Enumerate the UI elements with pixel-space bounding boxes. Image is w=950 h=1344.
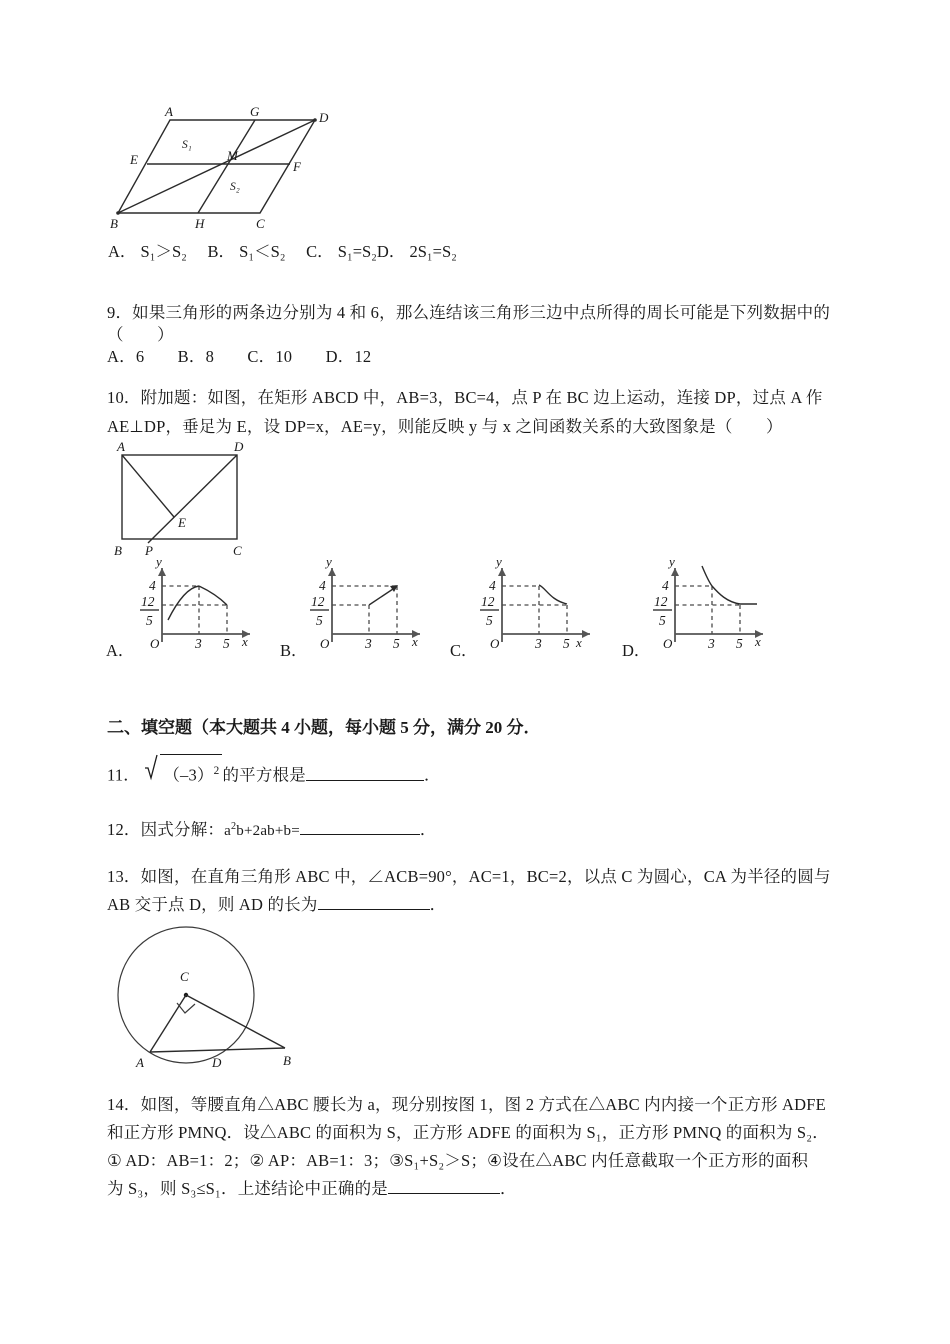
q10-c-xtick-5: 5 (563, 636, 570, 651)
q10-a-xtick-3: 3 (195, 636, 202, 651)
q12-expr-rest: b+2ab+b= (236, 823, 300, 839)
q12-text (107, 812, 847, 846)
q10-d-ytick-den: 5 (659, 613, 666, 628)
q12-period: ． (419, 820, 437, 839)
q10-c-xaxis-label: x (576, 635, 582, 650)
q10-choice-a-letter[interactable]: A． (106, 641, 135, 660)
q11-answer-blank[interactable] (306, 780, 424, 781)
q10-c-yaxis-label: y (496, 554, 502, 569)
q10-choice-d-graph[interactable] (645, 556, 780, 651)
q10-d-ytick-num: 12 (654, 594, 668, 609)
q10-b-ytick-4: 4 (319, 578, 326, 593)
q13-circle-figure (100, 915, 330, 1070)
q14-answer-blank[interactable] (388, 1193, 500, 1194)
q11-number: 11． (107, 765, 140, 785)
q9-text-line1: 9．如果三角形的两条边分别为 4 和 6，那么连结该三角形三边中点所得的周长可能是下列数据中的 (107, 303, 831, 322)
q10-a-xtick-5: 5 (223, 636, 230, 651)
q10-text-line1: 10．附加题：如图，在矩形 ABCD 中，AB=3，BC=4，点 P 在 BC 边上运动，连接 DP，过点 A 作 (107, 388, 823, 407)
q10-d-yaxis-label: y (669, 554, 675, 569)
q8-label-A: A (165, 104, 173, 119)
q10-b-xaxis-label: x (412, 634, 418, 649)
q8-label-F: F (293, 159, 301, 174)
q10-a-ytick-den: 5 (146, 613, 153, 628)
q10-a-ytick-num: 12 (141, 594, 155, 609)
q11-period: ． (423, 765, 441, 785)
q8-label-D: D (319, 110, 329, 125)
q10-b-ytick-den: 5 (316, 613, 323, 628)
q9-options: A．6 B．8 C．10 D．12 (107, 347, 372, 366)
q10-choice-b-graph[interactable] (302, 556, 437, 651)
q13-text-line1: 13．如图，在直角三角形 ABC 中，∠ACB=90°，AC=1，BC=2，以点 C 为圆心，CA 为半径的圆与 (107, 867, 831, 886)
q10-d-ytick-4: 4 (662, 578, 669, 593)
q14-line4-text: 为 S₃，则 S₃≤S₁．上述结论中正确的是 (107, 1179, 388, 1198)
q12-number: 12． (107, 820, 141, 839)
q14-period: ． (500, 1179, 517, 1198)
q10-b-yaxis-label: y (326, 554, 332, 569)
q10-label-P: P (145, 543, 153, 558)
q10-b-xtick-3: 3 (365, 636, 372, 651)
q10-choice-a-graph[interactable] (132, 556, 267, 651)
q11-radicand-close: ） (196, 765, 214, 785)
q10-label-E: E (178, 515, 186, 530)
q10-label-C: C (233, 543, 242, 558)
q9-text-line2: （ ） (107, 325, 174, 344)
q8-label-C: C (256, 216, 265, 231)
q10-c-ytick-4: 4 (489, 578, 496, 593)
q12-expr-a: a (224, 823, 231, 839)
q13-answer-blank[interactable] (318, 909, 430, 910)
q8-label-G: G (250, 104, 260, 119)
q10-a-ytick-4: 4 (149, 578, 156, 593)
q10-c-origin: O (490, 636, 500, 651)
q10-c-ytick-den: 5 (486, 613, 493, 628)
q12-prefix: 因式分解： (140, 820, 225, 839)
q10-label-B: B (114, 543, 122, 558)
q10-c-xtick-3: 3 (535, 636, 542, 651)
q10-choice-d-letter[interactable]: D． (622, 641, 651, 660)
q14-text-line2: 和正方形 PMNQ．设△ABC 的面积为 S，正方形 ADFE 的面积为 S₁，正方形 PMNQ 的面积为 S₂． (107, 1123, 829, 1142)
q10-rectangle-figure (112, 439, 272, 561)
q10-d-xtick-3: 3 (708, 636, 715, 651)
q10-a-origin: O (150, 636, 160, 651)
q10-d-origin: O (663, 636, 673, 651)
q13-label-B: B (283, 1053, 291, 1068)
q8-parallelogram-figure (110, 104, 350, 233)
q8-options: A． S₁＞S₂ B． S₁＜S₂ C． S₁=S₂D． 2S₁=S₂ (108, 242, 457, 261)
q10-label-D: D (234, 439, 244, 454)
q10-text-line2: AE⊥DP，垂足为 E，设 DP=x，AE=y，则能反映 y 与 x 之间函数关系的大致图象是（ ） (107, 417, 783, 436)
q13-label-D: D (212, 1055, 222, 1070)
q10-d-xaxis-label: x (755, 634, 761, 649)
q13-label-A: A (136, 1055, 144, 1070)
q8-region-S1: S₁ (182, 139, 192, 151)
q10-choice-c-graph[interactable] (472, 556, 607, 651)
q10-b-ytick-num: 12 (311, 594, 325, 609)
q14-text-line4 (107, 1174, 855, 1204)
q8-label-H: H (195, 216, 205, 231)
q11-text (107, 752, 847, 791)
q11-radicand-value: –3 (180, 765, 197, 785)
q11-radicand-open: （ (163, 765, 181, 785)
q10-a-xaxis-label: x (242, 634, 248, 649)
q10-c-ytick-num: 12 (481, 594, 495, 609)
q10-d-xtick-5: 5 (736, 636, 743, 651)
q11-sqrt-expression (144, 752, 222, 791)
q10-choice-c-letter[interactable]: C． (450, 641, 478, 660)
q12-expr-sup: 2 (230, 821, 237, 832)
q11-tail: 的平方根是 (222, 765, 306, 785)
q14-text-line1: 14．如图，等腰直角△ABC 腰长为 a，现分别按图 1，图 2 方式在△ABC 内内接一个正方形 ADFE (107, 1095, 826, 1114)
q13-period: ． (429, 895, 447, 914)
q10-label-A: A (117, 439, 125, 454)
q10-b-origin: O (320, 636, 330, 651)
q8-label-B: B (110, 216, 118, 231)
q10-choice-b-letter[interactable]: B． (280, 641, 308, 660)
q13-line2-text: AB 交于点 D，则 AD 的长为 (107, 895, 318, 914)
q13-label-C: C (180, 969, 189, 984)
q8-label-E: E (130, 152, 138, 167)
q8-region-S2: S₂ (230, 181, 240, 193)
q14-text-line3: ① AD：AB=1：2；② AP：AB=1：3；③S₁+S₂＞S；④设在△ABC 内任意截取一个正方形的面积 (107, 1151, 809, 1170)
q8-label-M: M (227, 148, 238, 163)
q10-a-yaxis-label: y (156, 554, 162, 569)
section-2-heading: 二、填空题（本大题共 4 小题，每小题 5 分，满分 20 分． (107, 718, 541, 737)
q10-b-xtick-5: 5 (393, 636, 400, 651)
q11-exponent: 2 (213, 765, 220, 777)
q12-answer-blank[interactable] (300, 834, 420, 835)
radical-sign-icon (144, 754, 158, 780)
